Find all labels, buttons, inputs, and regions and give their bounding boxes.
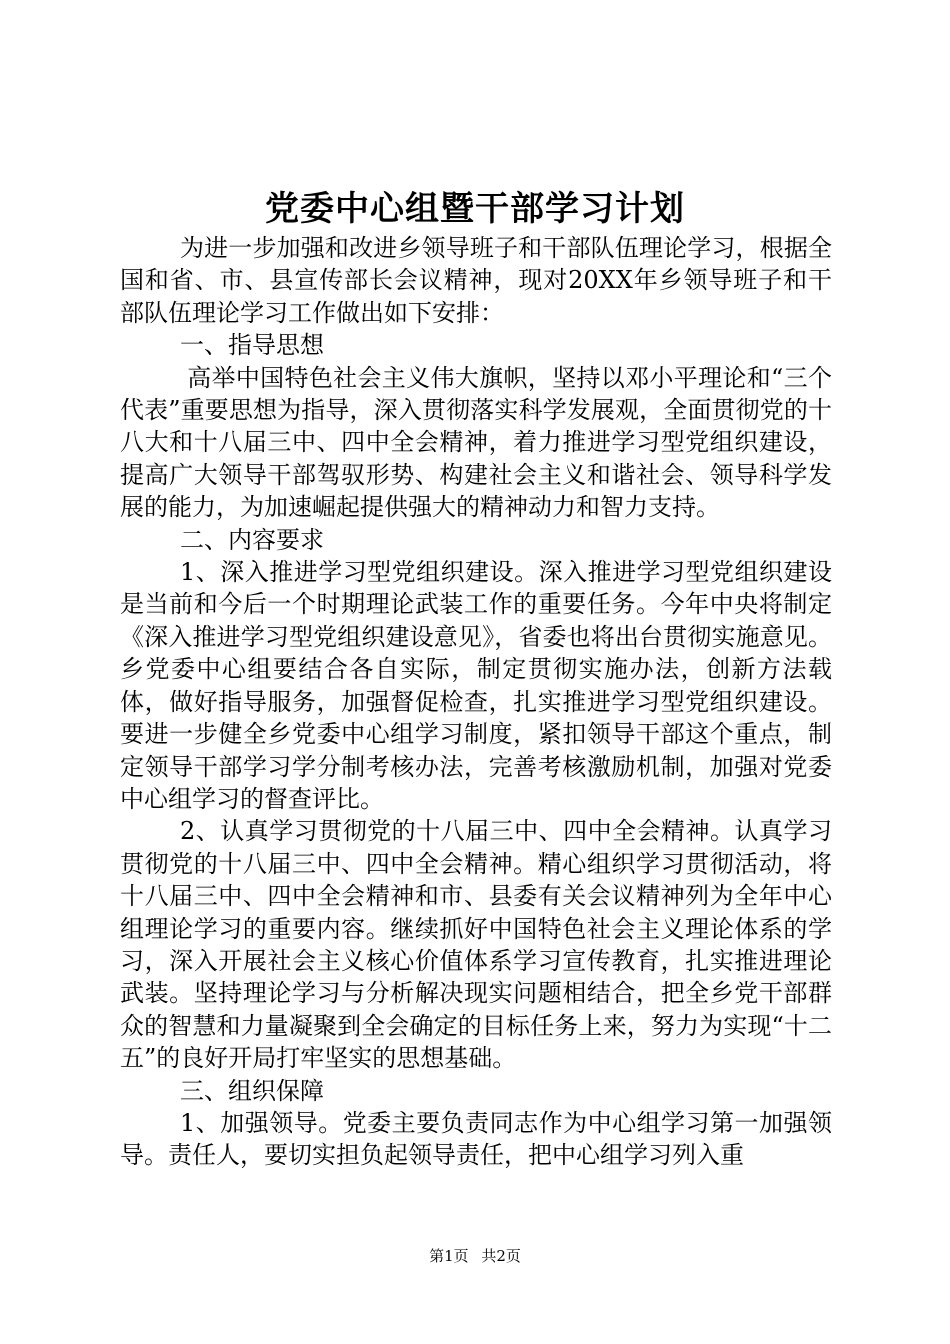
paragraph-guarantee-1: 1、加强领导。党委主要负责同志作为中心组学习第一加强领导。责任人，要切实担负起领导责任，把中心组学习列入重: [120, 1108, 832, 1170]
document-body: [120, 232, 832, 1172]
document-title: 党委中心组暨干部学习计划: [265, 189, 685, 229]
heading-content-requirements: 二、内容要求: [180, 525, 324, 554]
heading-guiding-thought: 一、指导思想: [180, 331, 324, 360]
heading-organization-guarantee: 三、组织保障: [180, 1076, 324, 1105]
paragraph-requirement-2: 2、认真学习贯彻党的十八届三中、四中全会精神。认真学习贯彻党的十八届三中、四中全会精神。精心组织学习贯彻活动，将十八届三中、四中全会精神和市、县委有关会议精神列为全年中心组理论学习的重要内容。继续抓好中国特色社会主义理论体系的学习，深入开展社会主义核心价值体系学习宣传教育，扎实推进理论武装。坚持理论学习与分析解决现实问题相结合，把全乡党干部群众的智慧和力量凝聚到全会确定的目标任务上来，努力为实现“十二五”的良好开局打牢坚实的思想基础。: [120, 817, 832, 1073]
page-number: 第1页: [429, 1247, 469, 1265]
paragraph-intro: 为进一步加强和改进乡领导班子和干部队伍理论学习，根据全国和省、市、县宣传部长会议精神，现对20XX年乡领导班子和干部队伍理论学习工作做出如下安排：: [120, 234, 832, 327]
paragraph-guiding-thought: 高举中国特色社会主义伟大旗帜，坚持以邓小平理论和“三个代表”重要思想为指导，深入贯彻落实科学发展观，全面贯彻党的十八大和十八届三中、四中全会精神，着力推进学习型党组织建设，提高广大领导干部驾驭形势、构建社会主义和谐社会、领导科学发展的能力，为加速崛起提供强大的精神动力和智力支持。: [120, 363, 832, 522]
page-total: 共2页: [481, 1247, 521, 1265]
paragraph-requirement-1: 1、深入推进学习型党组织建设。深入推进学习型党组织建设是当前和今后一个时期理论武装工作的重要任务。今年中央将制定《深入推进学习型党组织建设意见》，省委也将出台贯彻实施意见。乡党委中心组要结合各自实际，制定贯彻实施办法，创新方法载体，做好指导服务，加强督促检查，扎实推进学习型党组织建设。要进一步健全乡党委中心组学习制度，紧扣领导干部这个重点，制定领导干部学习学分制考核办法，完善考核激励机制，加强对党委中心组学习的督查评比。: [120, 558, 832, 813]
page-footer: [0, 1246, 950, 1266]
